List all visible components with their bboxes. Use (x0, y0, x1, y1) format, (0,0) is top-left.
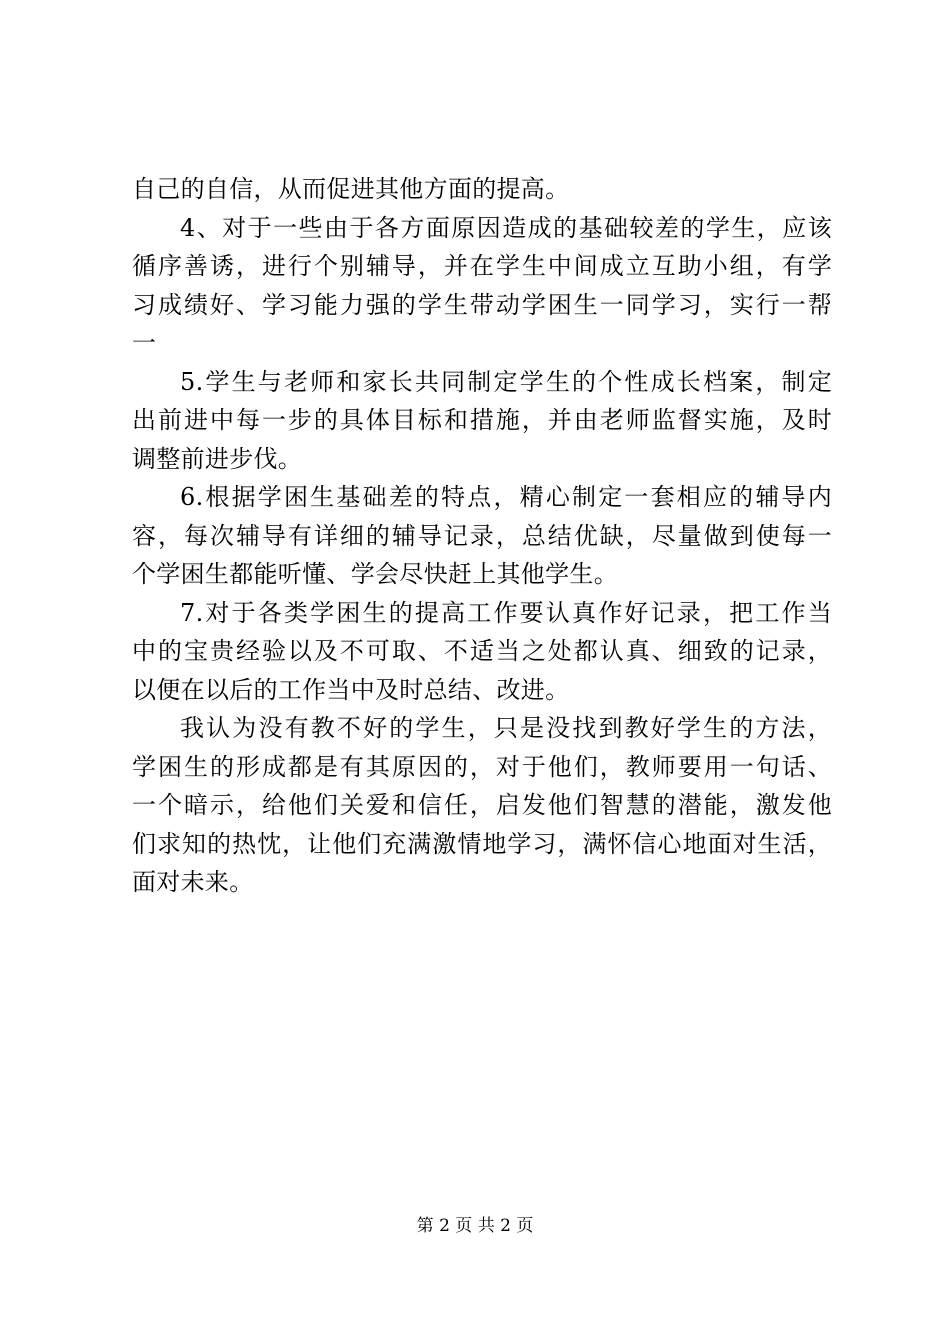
text-line-11: 个学困生都能听懂、学会尽快赶上其他学生。 (132, 560, 618, 588)
text-line-10: 容，每次辅导有详细的辅导记录，总结优缺，尽量做到使每一 (132, 521, 832, 550)
text-line-6: 5.学生与老师和家长共同制定学生的个性成长档案，制定 (180, 367, 832, 396)
text-line-13: 中的宝贵经验以及不可取、不适当之处都认真、细致的记录， (132, 637, 832, 665)
text-line-12: 7.对于各类学困生的提高工作要认真作好记录，把工作当 (180, 598, 832, 627)
text-line-18: 们求知的热忱，让他们充满激情地学习，满怀信心地面对生活， (132, 829, 832, 858)
page-number-footer: 第 2 页 共 2 页 (416, 1216, 534, 1236)
text-line-16: 学困生的形成都是有其原因的，对于他们，教师要用一句话、 (132, 752, 832, 781)
text-line-7: 出前进中每一步的具体目标和措施，并由老师监督实施，及时 (132, 406, 832, 434)
text-line-2: 4、对于一些由于各方面原因造成的基础较差的学生，应该 (180, 213, 832, 242)
text-line-14: 以便在以后的工作当中及时总结、改进。 (132, 675, 570, 704)
text-line-15: 我认为没有教不好的学生，只是没找到教好学生的方法， (180, 714, 832, 742)
text-line-4: 习成绩好、学习能力强的学生带动学困生一同学习，实行一帮 (132, 290, 832, 319)
text-line-3: 循序善诱，进行个别辅导，并在学生中间成立互助小组，有学 (132, 252, 832, 280)
text-line-19: 面对未来。 (132, 868, 254, 896)
text-line-8: 调整前进步伐。 (132, 444, 303, 473)
document-body (132, 170, 832, 902)
text-line-17: 一个暗示，给他们关爱和信任，启发他们智慧的潜能，激发他 (132, 791, 832, 819)
text-line-9: 6.根据学困生基础差的特点，精心制定一套相应的辅导内 (180, 483, 832, 511)
text-line-1: 自己的自信，从而促进其他方面的提高。 (132, 175, 570, 203)
text-line-5: 一 (132, 329, 157, 357)
